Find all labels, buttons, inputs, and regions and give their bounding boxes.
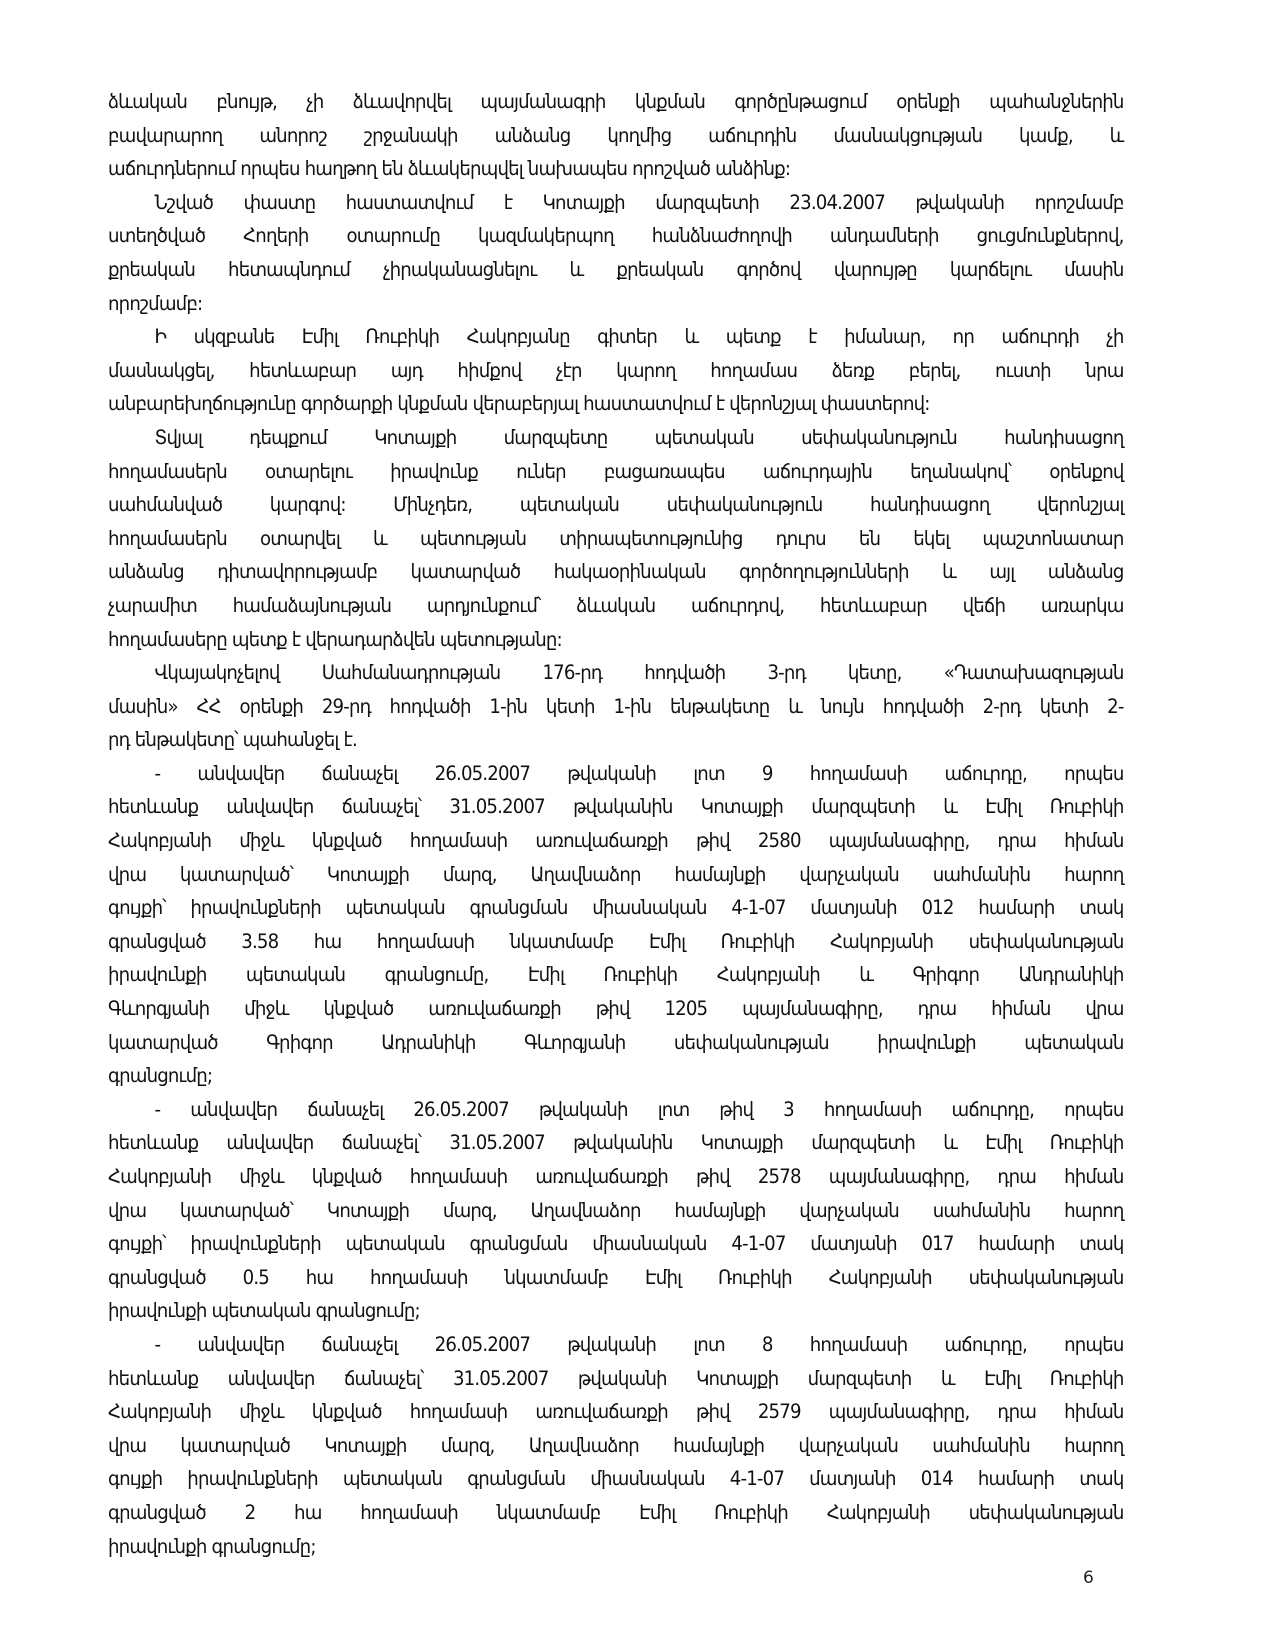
claim-item-lot-8 (108, 1328, 1124, 1563)
text-line: հողամասերը պետք է վերադարձվեն պետությանը: (108, 627, 562, 651)
text-line: - անվավեր ճանաչել 26.05.2007 թվականի լոտ 9 հողամասի աճուրդը, որպես (154, 761, 1124, 785)
text-line: - անվավեր ճանաչել 26.05.2007 թվականի լոտ 8 հողամասի աճուրդը, որպես (154, 1332, 1124, 1356)
text-line: - անվավեր ճանաչել 26.05.2007 թվականի լոտ թիվ 3 հողամասի աճուրդը, որպես (154, 1097, 1124, 1121)
text-line: մասին» ՀՀ օրենքի 29-րդ հոդվածի 1-ին կետի 1-ին ենթակետը և նույն հոդվածի 2-րդ կետի 2- (108, 694, 1124, 718)
text-line: հետևանք անվավեր ճանաչել՝ 31.05.2007 թվականի Կոտայքի մարզպետի և Էմիլ Ռուբիկի (108, 1366, 1124, 1390)
text-line: իրավունքի գրանցումը; (108, 1534, 316, 1558)
paragraph-state-property (108, 421, 1124, 656)
text-line: Ի սկզբանե Էմիլ Ռուբիկի Հակոբյանը գիտեր և պետք է իմանար, որ աճուրդի չի (154, 325, 1124, 349)
text-line: գույքի՝ իրավունքների պետական գրանցման միասնական 4-1-07 մատյանի 012 համարի տակ (108, 896, 1124, 920)
paragraph-continuation (108, 85, 1124, 186)
text-line: Գևորգյանի միջև կնքված առուվաճառքի թիվ 1205 պայմանագիրը, դրա հիման վրա (108, 997, 1124, 1021)
document-body (108, 85, 1124, 1563)
text-line: իրավունքի պետական գրանցումը; (108, 1299, 420, 1323)
text-line: գույքի՝ իրավունքների պետական գրանցման միասնական 4-1-07 մատյանի 017 համարի տակ (108, 1232, 1124, 1256)
text-line: Հակոբյանի միջև կնքված հողամասի առուվաճառքի թիվ 2579 պայմանագիրը, դրա հիման (108, 1400, 1124, 1424)
text-line: մասնակցել, հետևաբար այդ հիմքով չէր կարող հողամաս ձեռք բերել, ուստի նրա (108, 358, 1124, 382)
text-line: որոշմամբ: (108, 291, 203, 315)
paragraph-bad-faith (108, 320, 1124, 421)
text-line: հողամասերն օտարելու իրավունք ուներ բացառապես աճուրդային եղանակով՝ օրենքով (108, 459, 1124, 483)
text-line: րդ ենթակետը՝ պահանջել է. (108, 728, 357, 752)
text-line: Հակոբյանի միջև կնքված հողամասի առուվաճառքի թիվ 2580 պայմանագիրը, դրա հիման (108, 829, 1124, 853)
text-line: գրանցված 2 հա հողամասի նկատմամբ Էմիլ Ռուբիկի Հակոբյանի սեփականության (108, 1500, 1124, 1524)
text-line: չարամիտ համաձայնության արդյունքում՝ ձևական աճուրդով, հետևաբար վեճի առարկա (108, 593, 1124, 617)
text-line: Տվյալ դեպքում Կոտայքի մարզպետը պետական սեփականություն հանդիսացող (154, 425, 1124, 449)
text-line: Նշված փաստը հաստատվում է Կոտայքի մարզպետի 23.04.2007 թվականի որոշմամբ (154, 190, 1124, 214)
text-line: կատարված Գրիգոր Ադրանիկի Գևորգյանի սեփականության իրավունքի պետական (108, 1030, 1124, 1054)
text-line: Հակոբյանի միջև կնքված հողամասի առուվաճառքի թիվ 2578 պայմանագիրը, դրա հիման (108, 1165, 1124, 1188)
text-line: ստեղծված Հողերի օտարումը կազմակերպող հանձնաժողովի անդամների ցուցմունքներով, (108, 224, 1124, 248)
paragraph-evidence (108, 186, 1124, 320)
text-line: Վկայակոչելով Սահմանադրության 176-րդ հոդվածի 3-րդ կետը, «Դատախազության (154, 661, 1124, 685)
text-line: անձանց դիտավորությամբ կատարված հակաօրինական գործողությունների և այլ անձանց (108, 560, 1124, 584)
text-line: վրա կատարված՝ Կոտայքի մարզ, Աղավնաձոր համայնքի վարչական սահմանին հարող (108, 1198, 1124, 1222)
paragraph-legal-basis (108, 656, 1124, 757)
text-line: բավարարող անորոշ շրջանակի անձանց կողմից աճուրդին մասնակցության կամք, և (108, 123, 1124, 147)
text-line: ձևական բնույթ, չի ձևավորվել պայմանագրի կնքման գործընթացում օրենքի պահանջներին (108, 90, 1124, 113)
claim-item-lot-9 (108, 757, 1124, 1093)
text-line: հողամասերն օտարվել և պետության տիրապետությունից դուրս են եկել պաշտոնատար (108, 526, 1124, 550)
text-line: սահմանված կարգով: Մինչդեռ, պետական սեփականություն հանդիսացող վերոնշյալ (108, 493, 1124, 517)
text-line: քրեական հետապնդում չիրականացնելու և քրեական գործով վարույթը կարճելու մասին (108, 257, 1124, 281)
text-line: վրա կատարված՝ Կոտայքի մարզ, Աղավնաձոր համայնքի վարչական սահմանին հարող (108, 862, 1124, 886)
text-line: վրա կատարված Կոտայքի մարզ, Աղավնաձոր համայնքի վարչական սահմանին հարող (108, 1433, 1124, 1457)
text-line: աճուրդներում որպես հաղթող են ձևակերպվել նախապես որոշված անձինք: (108, 157, 791, 181)
text-line: իրավունքի պետական գրանցումը, Էմիլ Ռուբիկի Հակոբյանի և Գրիգոր Անդրանիկի (108, 963, 1124, 987)
text-line: գրանցումը; (108, 1064, 213, 1088)
claim-item-lot-3 (108, 1093, 1124, 1328)
text-line: գրանցված 3.58 հա հողամասի նկատմամբ Էմիլ Ռուբիկի Հակոբյանի սեփականության (108, 929, 1124, 953)
text-line: գրանցված 0.5 հա հողամասի նկատմամբ Էմիլ Ռուբիկի Հակոբյանի սեփականության (108, 1265, 1124, 1289)
text-line: հետևանք անվավեր ճանաչել՝ 31.05.2007 թվականին Կոտայքի մարզպետի և Էմիլ Ռուբիկի (108, 1131, 1124, 1155)
text-line: անբարեխղճությունը գործարքի կնքման վերաբերյալ հաստատվում է վերոնշյալ փաստերով: (108, 392, 930, 416)
page-number: 6 (1083, 1568, 1094, 1588)
text-line: գույքի իրավունքների պետական գրանցման միասնական 4-1-07 մատյանի 014 համարի տակ (108, 1467, 1124, 1491)
text-line: հետևանք անվավեր ճանաչել՝ 31.05.2007 թվականին Կոտայքի մարզպետի և Էմիլ Ռուբիկի (108, 795, 1124, 819)
